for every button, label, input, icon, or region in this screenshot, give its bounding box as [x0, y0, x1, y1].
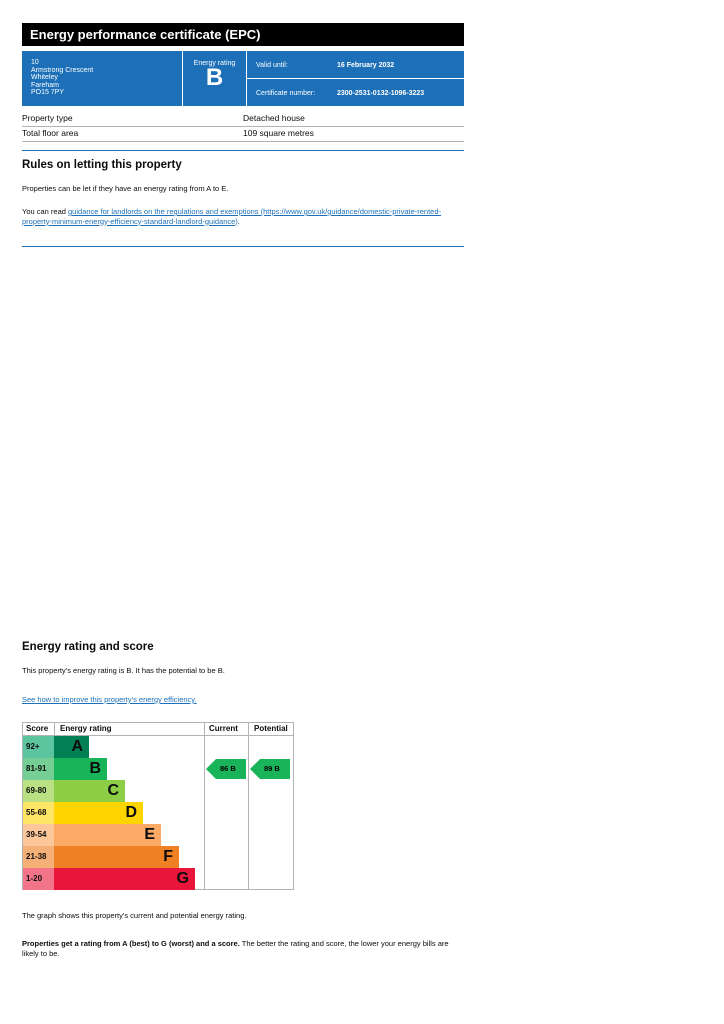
guidance-suffix: . [237, 216, 240, 226]
letting-text: Properties can be let if they have an energy rating from A to E. [22, 184, 229, 193]
letting-heading: Rules on letting this property [22, 159, 182, 171]
band-bar-d: D [54, 802, 143, 824]
address-line: Fareham [31, 81, 60, 89]
graph-note: The graph shows this property's current and potential energy rating. [22, 911, 247, 920]
rating-explanation-bold: Properties get a rating from A (best) to G (worst) and a score. [22, 939, 240, 948]
address-line: Armstrong Crescent [31, 66, 94, 74]
address-line: 10 [31, 59, 39, 66]
floor-area-label: Total floor area [22, 128, 79, 138]
certificate-summary [22, 51, 464, 106]
valid-until-value: 16 February 2032 [337, 62, 395, 69]
band-score: 1-20 [23, 868, 54, 890]
certificate-number-label: Certificate number: [256, 90, 316, 97]
section-divider [22, 246, 464, 247]
property-type-label: Property type [22, 113, 73, 123]
column-divider [54, 723, 55, 735]
band-bar-c: C [54, 780, 125, 802]
energy-rating-chart: Score Energy rating Current Potential 92+ A 81-91 B 69-80 C 55-68 D 39-54 E 21-38 F 1-20 G 86 B 89 B [22, 722, 294, 890]
band-score: 92+ [23, 736, 54, 758]
energy-rating-label: Energy rating [193, 60, 236, 67]
floor-area-value: 109 square metres [243, 128, 314, 138]
current-header: Current [209, 724, 238, 733]
band-score: 39-54 [23, 824, 54, 846]
column-divider [248, 723, 249, 889]
property-type-row [22, 111, 464, 127]
band-score: 55-68 [23, 802, 54, 824]
section-divider [22, 150, 464, 151]
page-title: Energy performance certificate (EPC) [22, 23, 464, 46]
band-score: 81-91 [23, 758, 54, 780]
energy-rating-header: Energy rating [60, 724, 112, 733]
valid-until-label: Valid until: [256, 62, 288, 69]
property-type-value: Detached house [243, 113, 305, 123]
band-score: 21-38 [23, 846, 54, 868]
certificate-number [247, 79, 464, 106]
rating-explanation-rest: The better the rating and score, the lower your energy bills are likely to be. [22, 939, 449, 958]
address-line: PO15 7PY [31, 89, 65, 96]
address-line: Whiteley [31, 74, 58, 81]
rating-explanation [22, 939, 454, 958]
guidance-link[interactable]: guidance for landlords on the regulations and exemptions (https://www.gov.uk/guidance/domestic-private-rented-property-minimum-energy-efficiency-standard-landlord-guidance) [22, 207, 442, 226]
property-address [22, 51, 182, 106]
floor-area-row [22, 126, 464, 142]
potential-header: Potential [254, 724, 288, 733]
band-bar-f: F [54, 846, 179, 868]
improve-efficiency-link[interactable]: See how to improve this property's energy efficiency. [22, 695, 197, 704]
guidance-prefix: You can read [22, 207, 69, 216]
energy-heading: Energy rating and score [22, 641, 154, 653]
band-bar-g: G [54, 868, 195, 890]
energy-rating-box [183, 51, 246, 106]
energy-rating-value: B [205, 64, 224, 91]
column-divider [204, 723, 205, 889]
valid-until [247, 51, 464, 78]
letting-guidance [22, 207, 458, 226]
energy-rating-text: This property's energy rating is B. It has the potential to be B. [22, 666, 225, 675]
score-header: Score [26, 724, 49, 733]
band-bar-a: A [54, 736, 89, 758]
band-score: 69-80 [23, 780, 54, 802]
band-bar-e: E [54, 824, 161, 846]
band-bar-b: B [54, 758, 107, 780]
certificate-number-value: 2300-2531-0132-1096-3223 [337, 90, 425, 97]
